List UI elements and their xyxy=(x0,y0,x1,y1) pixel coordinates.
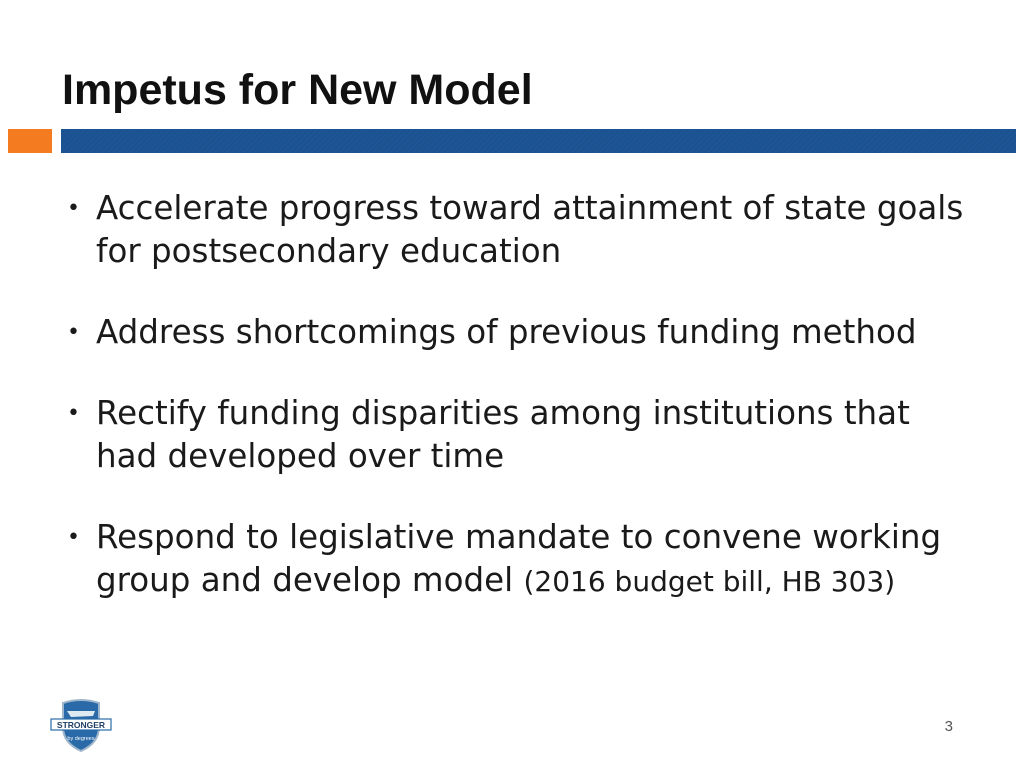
bullet-text: Address shortcomings of previous funding method xyxy=(96,313,917,351)
logo-graphic xyxy=(49,697,113,753)
bullet-item xyxy=(58,392,978,478)
bullet-list xyxy=(58,187,978,641)
bullet-marker: • xyxy=(67,401,80,426)
logo-text-by-degrees: by degrees xyxy=(67,736,95,742)
bullet-note: (2016 budget bill, HB 303) xyxy=(523,565,896,598)
accent-square xyxy=(8,129,52,153)
logo-text-stronger: STRONGER xyxy=(56,720,106,730)
bullet-text: Respond to legislative mandate to convene working group and develop model xyxy=(96,518,942,599)
bullet-marker: • xyxy=(67,320,80,345)
slide-title: Impetus for New Model xyxy=(62,66,533,114)
bullet-marker: • xyxy=(67,196,80,221)
bullet-text: Accelerate progress toward attainment of state goals for postsecondary education xyxy=(96,189,964,270)
bullet-item xyxy=(58,516,978,603)
bullet-item xyxy=(58,311,978,354)
bullet-text: Rectify funding disparities among institutions that had developed over time xyxy=(96,394,910,475)
bullet-item xyxy=(58,187,978,273)
title-rule xyxy=(61,129,1016,153)
bullet-marker: • xyxy=(67,525,80,550)
kentucky-shield-logo-icon xyxy=(49,697,113,753)
page-number: 3 xyxy=(944,718,953,735)
